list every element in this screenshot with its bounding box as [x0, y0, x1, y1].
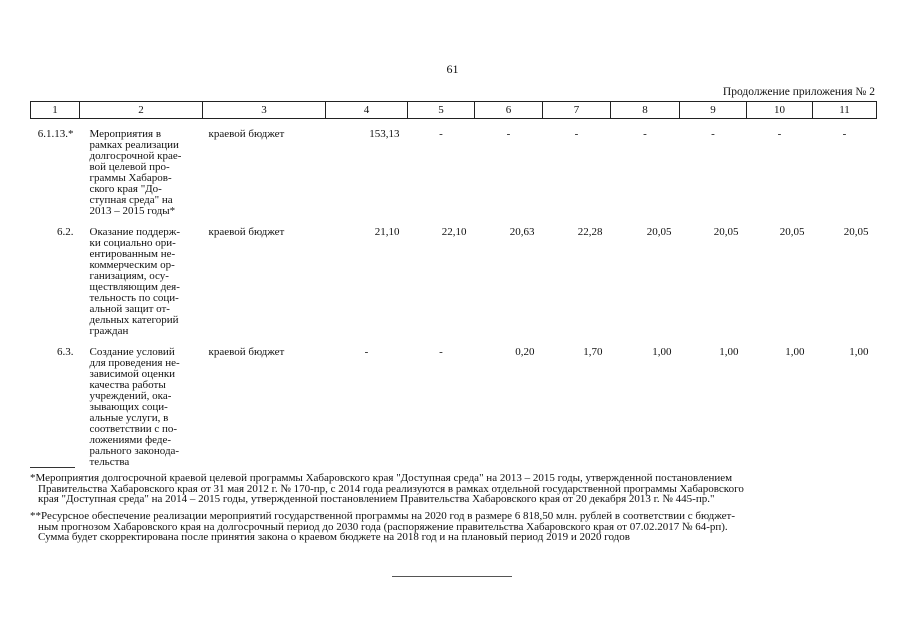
measure-name: Мероприятия в рамках реализации долгосрочной крае- вой целевой про- граммы Хабаров- ского края "До- ступная среда" на 2013 – 2015 годы*: [89, 128, 182, 217]
table-header-row: [31, 102, 877, 119]
value-cell: -: [777, 128, 782, 140]
measure-name: Создание условий для проведения не- зависимой оценки качества работы учреждений, ока- зывающих соци- альные услуги, в соответствии с по- ложениями феде- рального законода- тельства: [89, 346, 180, 468]
value-cell: 1,00: [785, 346, 805, 358]
continuation-label: Продолжение приложения № 2: [722, 86, 875, 98]
footnote-line: ным прогнозом Хабаровского края на долгосрочный период до 2030 года (распоряжение правительства Хабаровского края от 07.02.2017 № 64-рп).: [38, 520, 728, 533]
footnote-line: края "Доступная среда" на 2014 – 2015 годы, утвержденной постановлением Правительства Хабаровского края от 20 декабря 2013 г. № 445-пр.": [38, 493, 715, 505]
value-cell: -: [842, 128, 847, 140]
header-cell: 7: [543, 102, 611, 119]
value-cell: 1,00: [652, 346, 672, 358]
header-cell: 9: [680, 102, 747, 119]
value-cell: 20,05: [843, 226, 869, 238]
value-cell: 20,05: [779, 226, 805, 238]
funding-source: краевой бюджет: [208, 128, 285, 140]
value-cell: 21,10: [374, 226, 400, 238]
footnote-2: [30, 511, 876, 543]
header-cell: 2: [80, 102, 203, 119]
page-number: 61: [446, 62, 459, 76]
value-cell: 1,00: [719, 346, 739, 358]
header-cell: 5: [408, 102, 475, 119]
value-cell: 0,20: [515, 346, 535, 358]
value-cell: -: [711, 128, 715, 140]
footnote-separator: [30, 467, 75, 468]
table-row: [31, 119, 877, 218]
footnote-line: Правительства Хабаровского края от 31 мая 2012 г. № 170-пр, с 2014 года реализуются в рамках отдельной государственной программы Хабаровского: [38, 482, 744, 495]
value-cell: -: [364, 346, 369, 358]
value-cell: 22,28: [577, 226, 603, 238]
header-cell: 1: [31, 102, 80, 119]
row-number: 6.2.: [57, 226, 74, 238]
value-cell: -: [574, 128, 579, 140]
funding-table: [30, 101, 877, 468]
value-cell: -: [643, 128, 647, 140]
value-cell: 22,10: [441, 226, 467, 238]
table-row: [31, 217, 877, 337]
footnote-line: Сумма будет скорректирована после принятия закона о краевом бюджете на 2018 год и на плановый период 2019 и 2020 годов: [38, 531, 630, 543]
header-cell: 6: [475, 102, 543, 119]
footnote-line: **Ресурсное обеспечение реализации мероприятий государственной программы на 2020 год в размере 6 818,50 млн. рублей в соответствии с бюджет-: [30, 510, 736, 522]
value-cell: -: [439, 346, 443, 358]
header-cell: 10: [747, 102, 813, 119]
header-cell: 4: [326, 102, 408, 119]
value-cell: 20,05: [646, 226, 672, 238]
header-cell: 3: [203, 102, 326, 119]
table-row: [31, 337, 877, 468]
value-cell: 1,70: [583, 346, 603, 358]
funding-source: краевой бюджет: [208, 226, 285, 238]
measure-name: Оказание поддерж- ки социально ори- ентированным не- коммерческим ор- ганизациям, осу- ществляющим дея- тельность по соци- альной защит от- дельных категорий граждан: [89, 226, 181, 337]
row-number: 6.3.: [57, 346, 74, 358]
header-cell: 8: [611, 102, 680, 119]
value-cell: 20,63: [509, 226, 535, 238]
header-cell: 11: [813, 102, 877, 119]
end-separator: [392, 576, 512, 577]
footnote-1: [30, 473, 876, 505]
funding-source: краевой бюджет: [208, 346, 285, 358]
value-cell: 20,05: [713, 226, 739, 238]
value-cell: 1,00: [849, 346, 869, 358]
value-cell: 153,13: [369, 128, 400, 140]
value-cell: -: [439, 128, 443, 140]
value-cell: -: [506, 128, 511, 140]
row-number: 6.1.13.*: [37, 128, 74, 140]
footnote-line: *Мероприятия долгосрочной краевой целевой программы Хабаровского края "Доступная среда" на 2013 – 2015 годы, утвержденной постановлением: [30, 472, 733, 484]
